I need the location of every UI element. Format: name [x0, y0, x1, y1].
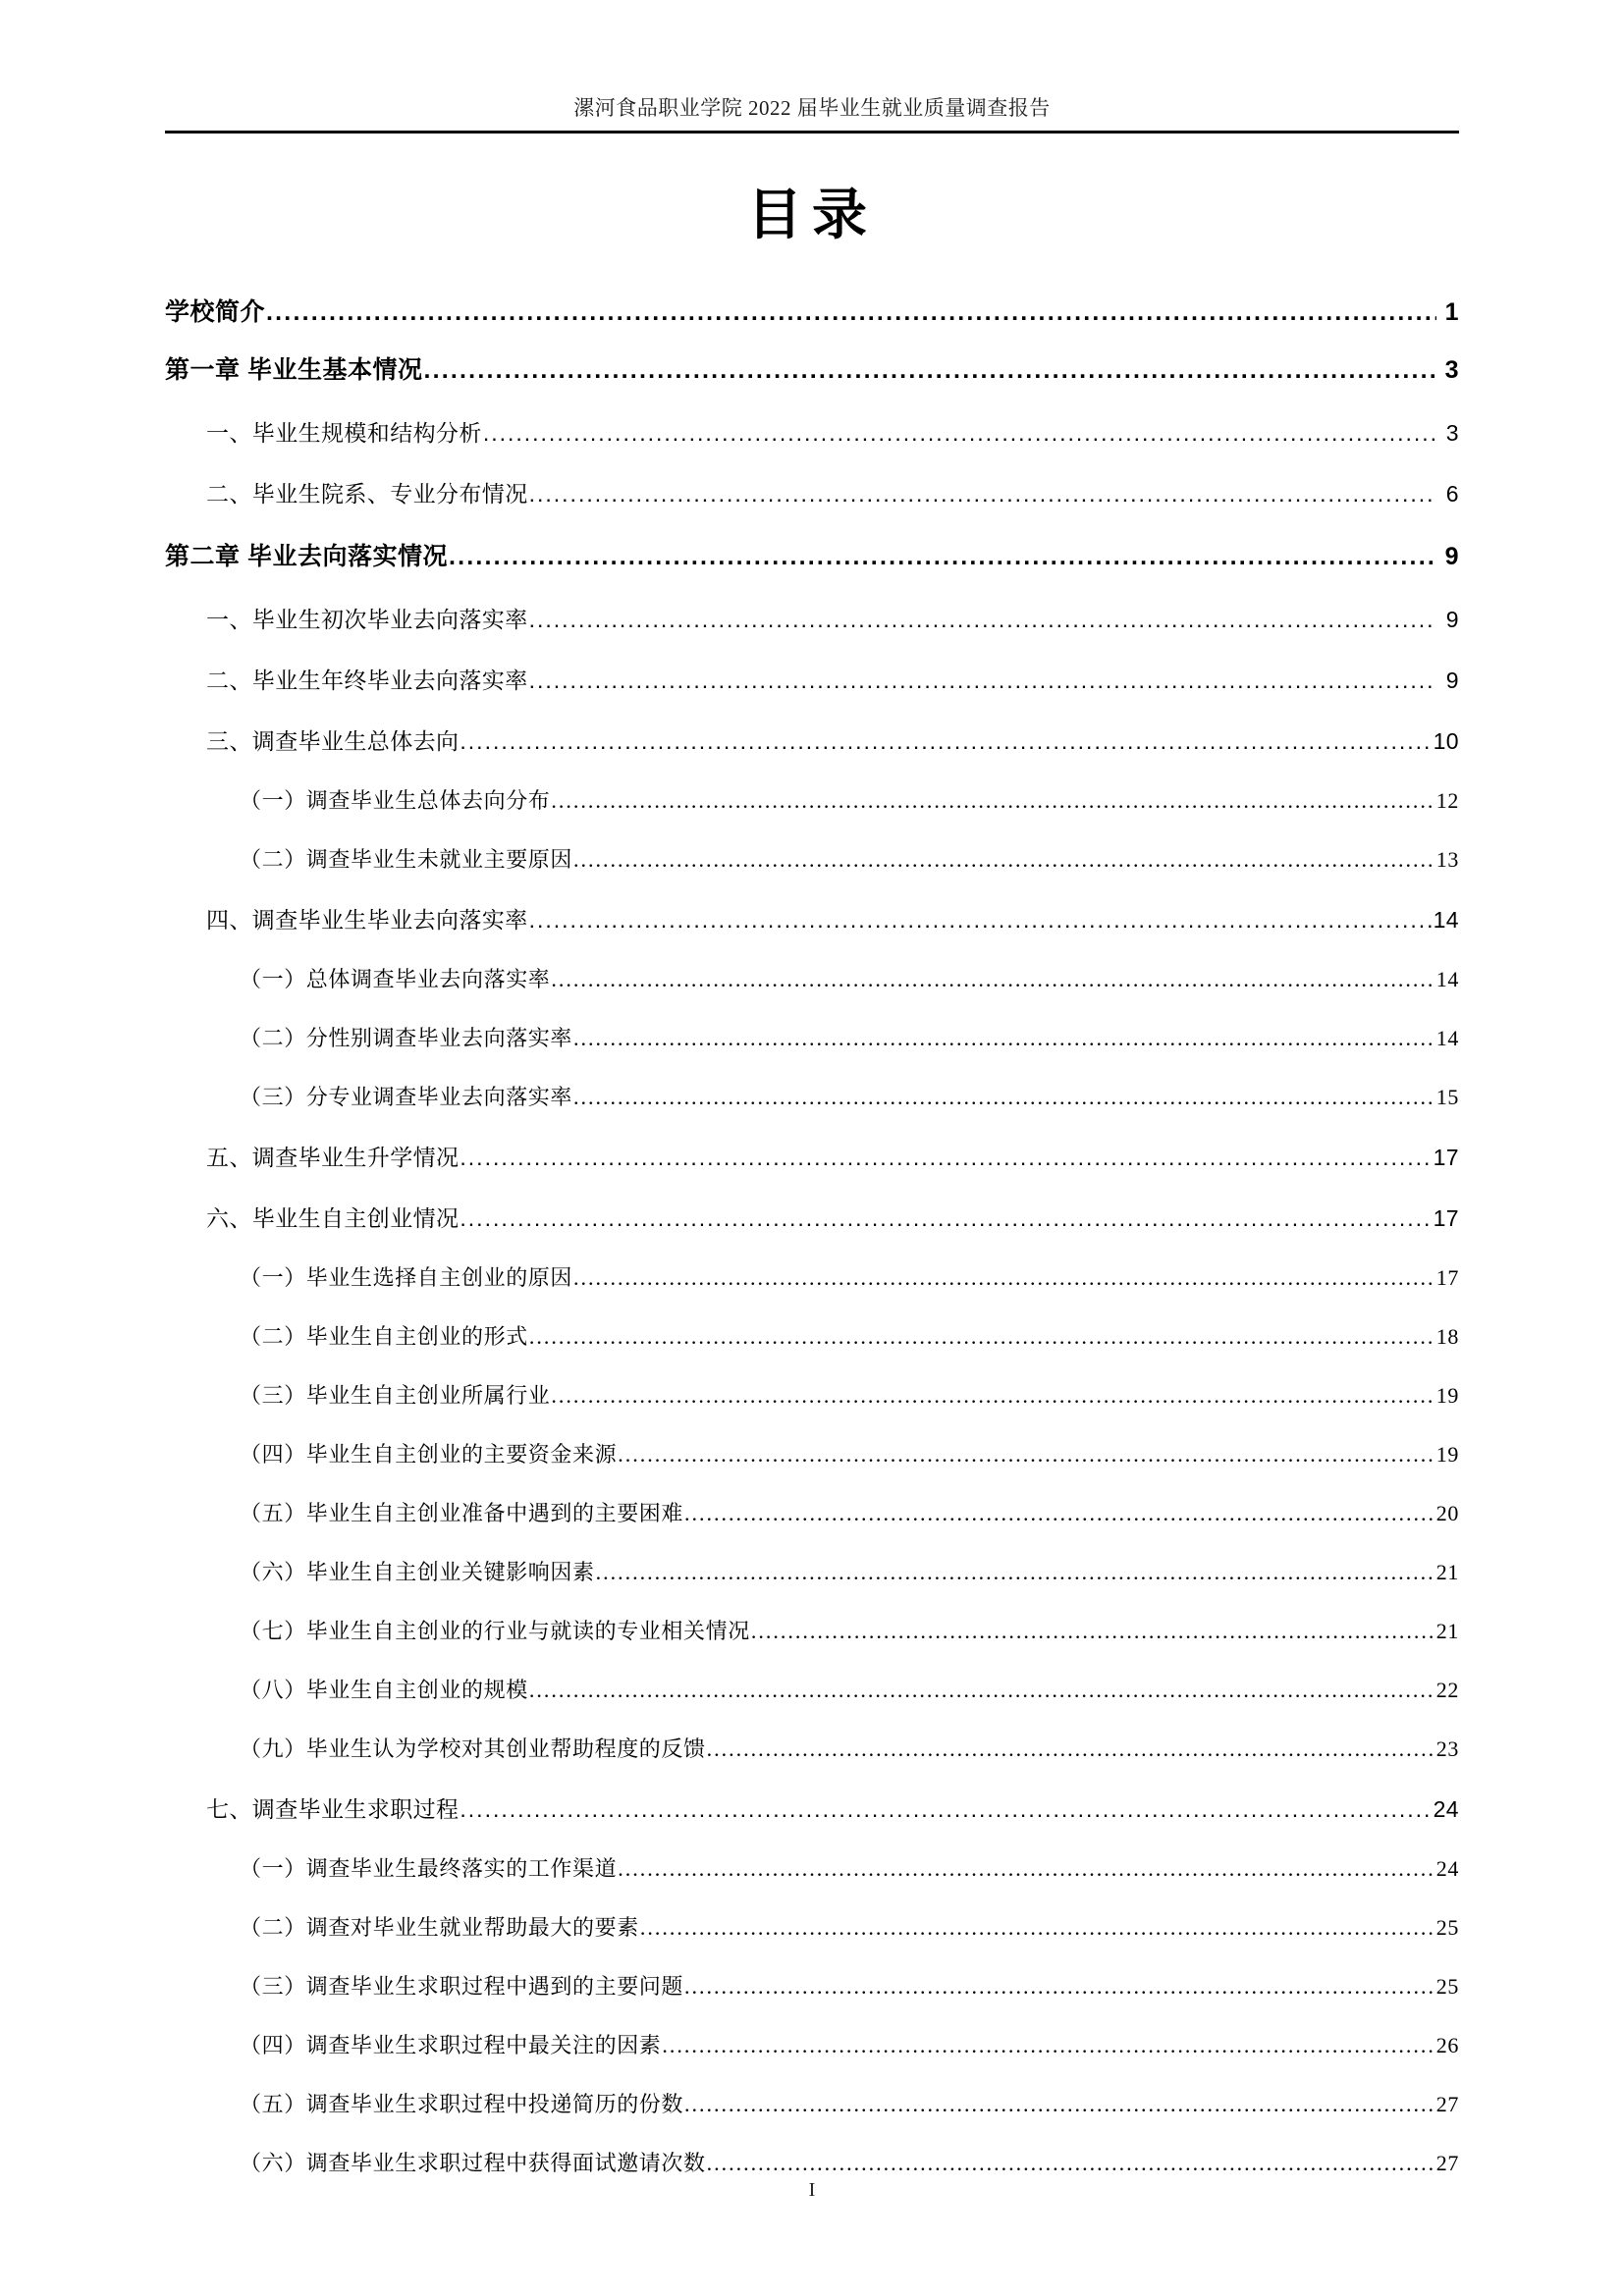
toc-leader-dots — [483, 402, 1436, 463]
toc-leader-dots — [460, 1127, 1432, 1188]
toc-entry-label: （五）调查毕业生求职过程中投递简历的份数 — [240, 2092, 684, 2116]
toc-entry-page-number: 6 — [1445, 481, 1459, 507]
toc-entry[interactable] — [165, 1543, 1459, 1602]
toc-entry-page-number: 27 — [1435, 2092, 1459, 2116]
toc-entry[interactable] — [165, 1009, 1459, 1068]
toc-leader-dots — [551, 1366, 1435, 1425]
toc-leader-dots — [266, 287, 1436, 338]
toc-entry[interactable] — [165, 402, 1459, 463]
toc-entry[interactable] — [165, 589, 1459, 650]
toc-entry[interactable] — [165, 1068, 1459, 1127]
toc-entry-page-number: 3 — [1445, 420, 1459, 446]
toc-entry-label: （一）总体调查毕业去向落实率 — [240, 967, 551, 991]
toc-leader-dots — [529, 889, 1433, 950]
toc-entry[interactable] — [165, 524, 1459, 589]
toc-leader-dots — [684, 2075, 1435, 2134]
toc-leader-dots — [618, 1425, 1435, 1484]
toc-entry-page-number: 21 — [1435, 1619, 1459, 1643]
toc-entry-label: 三、调查毕业生总体去向 — [206, 728, 460, 754]
toc-entry[interactable] — [165, 1720, 1459, 1779]
toc-leader-dots — [707, 1720, 1435, 1779]
toc-entry-label: 第二章 毕业去向落实情况 — [165, 543, 448, 570]
toc-entry-label: （一）毕业生选择自主创业的原因 — [240, 1265, 573, 1290]
toc-entry-page-number: 21 — [1435, 1560, 1459, 1584]
toc-leader-dots — [460, 1779, 1432, 1840]
toc-entry-page-number: 27 — [1435, 2151, 1459, 2175]
toc-entry-page-number: 13 — [1435, 847, 1459, 872]
toc-leader-dots — [449, 524, 1436, 589]
toc-leader-dots — [460, 711, 1432, 772]
toc-entry-label: 第一章 毕业生基本情况 — [165, 356, 423, 384]
toc-entry-label: 六、毕业生自主创业情况 — [206, 1205, 460, 1231]
toc-entry-label: （六）毕业生自主创业关键影响因素 — [240, 1560, 595, 1584]
toc-leader-dots — [684, 1484, 1435, 1543]
toc-entry[interactable] — [165, 650, 1459, 711]
toc-entry[interactable] — [165, 2075, 1459, 2134]
toc-entry[interactable] — [165, 1840, 1459, 1898]
toc-entry-page-number: 17 — [1435, 1265, 1459, 1290]
toc-leader-dots — [640, 1898, 1435, 1957]
toc-entry-page-number: 12 — [1435, 788, 1459, 813]
toc-entry-page-number: 17 — [1433, 1145, 1459, 1170]
toc-entry[interactable] — [165, 772, 1459, 830]
toc-entry-label: （九）毕业生认为学校对其创业帮助程度的反馈 — [240, 1736, 706, 1761]
toc-entry-page-number: 19 — [1435, 1442, 1459, 1467]
toc-entry-page-number: 19 — [1435, 1383, 1459, 1408]
toc-entry-label: 学校简介 — [165, 298, 266, 326]
toc-entry-label: （三）毕业生自主创业所属行业 — [240, 1383, 551, 1408]
toc-entry-page-number: 25 — [1435, 1915, 1459, 1940]
toc-entry-label: （一）调查毕业生最终落实的工作渠道 — [240, 1856, 618, 1881]
toc-entry-page-number: 14 — [1435, 967, 1459, 991]
toc-entry-label: 四、调查毕业生毕业去向落实率 — [206, 907, 528, 933]
toc-entry[interactable] — [165, 711, 1459, 772]
running-header — [165, 94, 1459, 122]
toc-entry-page-number: 24 — [1435, 1856, 1459, 1881]
toc-leader-dots — [529, 1661, 1435, 1720]
toc-leader-dots — [529, 463, 1436, 524]
toc-entry-label: （三）分专业调查毕业去向落实率 — [240, 1085, 573, 1109]
toc-leader-dots — [551, 772, 1435, 830]
toc-entry-label: （二）调查对毕业生就业帮助最大的要素 — [240, 1915, 639, 1940]
toc-leader-dots — [573, 1009, 1435, 1068]
toc-entry-label: 五、调查毕业生升学情况 — [206, 1145, 460, 1170]
toc-entry-page-number: 22 — [1435, 1678, 1459, 1702]
toc-leader-dots — [596, 1543, 1435, 1602]
toc-leader-dots — [684, 1957, 1435, 2016]
toc-leader-dots — [618, 1840, 1435, 1898]
toc-entry[interactable] — [165, 1779, 1459, 1840]
toc-entry-page-number: 24 — [1433, 1796, 1459, 1822]
toc-entry-label: 一、毕业生规模和结构分析 — [206, 420, 482, 446]
toc-entry-label: （三）调查毕业生求职过程中遇到的主要问题 — [240, 1974, 684, 1999]
toc-entry[interactable] — [165, 1484, 1459, 1543]
toc-entry-label: 二、毕业生年终毕业去向落实率 — [206, 667, 528, 693]
toc-entry[interactable] — [165, 1661, 1459, 1720]
toc-entry-page-number: 26 — [1435, 2033, 1459, 2057]
toc-entry-page-number: 17 — [1433, 1205, 1459, 1231]
header-divider-rule — [165, 131, 1459, 133]
toc-entry-label: （二）调查毕业生未就业主要原因 — [240, 847, 573, 872]
footer-page-number: I — [808, 2179, 816, 2201]
toc-leader-dots — [751, 1602, 1435, 1661]
toc-entry-page-number: 9 — [1444, 543, 1459, 570]
toc-entry-page-number: 20 — [1435, 1501, 1459, 1525]
toc-entry[interactable] — [165, 1308, 1459, 1366]
page-title: 目录 — [747, 186, 877, 246]
toc-entry-label: （七）毕业生自主创业的行业与就读的专业相关情况 — [240, 1619, 750, 1643]
toc-entry[interactable] — [165, 1188, 1459, 1249]
toc-entry-page-number: 14 — [1435, 1026, 1459, 1050]
toc-entry-label: （四）调查毕业生求职过程中最关注的因素 — [240, 2033, 662, 2057]
toc-entry-label: （一）调查毕业生总体去向分布 — [240, 788, 551, 813]
toc-leader-dots — [529, 650, 1436, 711]
toc-entry-label: （二）毕业生自主创业的形式 — [240, 1324, 528, 1349]
toc-entry[interactable] — [165, 830, 1459, 889]
toc-entry-label: （八）毕业生自主创业的规模 — [240, 1678, 528, 1702]
toc-leader-dots — [529, 1308, 1435, 1366]
toc-entry[interactable] — [165, 950, 1459, 1009]
toc-entry-page-number: 9 — [1445, 607, 1459, 632]
toc-entry[interactable] — [165, 1898, 1459, 1957]
toc-entry-label: 一、毕业生初次毕业去向落实率 — [206, 607, 528, 632]
toc-entry-label: （二）分性别调查毕业去向落实率 — [240, 1026, 573, 1050]
toc-entry[interactable] — [165, 1425, 1459, 1484]
toc-leader-dots — [460, 1188, 1432, 1249]
running-header-text: 漯河食品职业学院 2022 届毕业生就业质量调查报告 — [573, 96, 1051, 120]
toc-entry-label: 二、毕业生院系、专业分布情况 — [206, 481, 528, 507]
toc-entry[interactable] — [165, 463, 1459, 524]
toc-entry[interactable] — [165, 338, 1459, 402]
toc-leader-dots — [573, 830, 1435, 889]
toc-entry[interactable] — [165, 1127, 1459, 1188]
toc-entry[interactable] — [165, 287, 1459, 338]
toc-entry-page-number: 3 — [1444, 356, 1459, 384]
toc-entry-page-number: 14 — [1433, 907, 1459, 933]
toc-entry-page-number: 10 — [1433, 728, 1459, 754]
toc-entry-page-number: 1 — [1444, 298, 1459, 326]
toc-entry[interactable] — [165, 1602, 1459, 1661]
toc-entry[interactable] — [165, 1366, 1459, 1425]
toc-entry-page-number: 18 — [1435, 1324, 1459, 1349]
toc-leader-dots — [529, 589, 1436, 650]
toc-leader-dots — [573, 1249, 1435, 1308]
toc-entry-label: 七、调查毕业生求职过程 — [206, 1796, 460, 1822]
toc-entry-page-number: 23 — [1435, 1736, 1459, 1761]
toc-leader-dots — [662, 2016, 1435, 2075]
toc-leader-dots — [573, 1068, 1435, 1127]
toc-entry[interactable] — [165, 1957, 1459, 2016]
table-of-contents — [165, 287, 1459, 2193]
toc-entry-label: （六）调查毕业生求职过程中获得面试邀请次数 — [240, 2151, 706, 2175]
toc-entry-label: （五）毕业生自主创业准备中遇到的主要困难 — [240, 1501, 684, 1525]
toc-entry-page-number: 9 — [1445, 667, 1459, 693]
toc-entry-page-number: 25 — [1435, 1974, 1459, 1999]
toc-entry-label: （四）毕业生自主创业的主要资金来源 — [240, 1442, 618, 1467]
toc-leader-dots — [551, 950, 1435, 1009]
toc-entry[interactable] — [165, 2016, 1459, 2075]
toc-leader-dots — [423, 338, 1436, 402]
toc-entry[interactable] — [165, 1249, 1459, 1308]
toc-entry-page-number: 15 — [1435, 1085, 1459, 1109]
toc-entry[interactable] — [165, 889, 1459, 950]
